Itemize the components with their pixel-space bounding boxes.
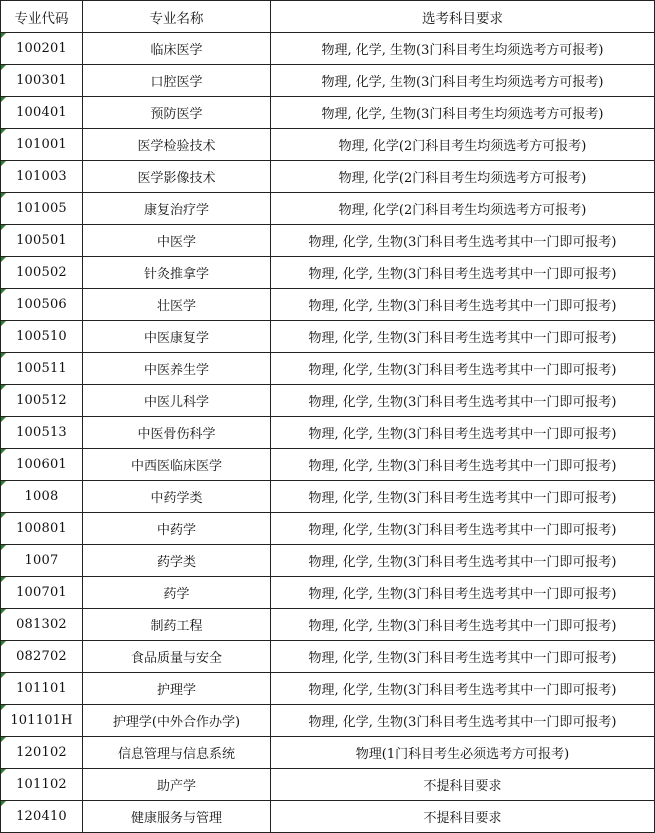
requirement-cell: 物理, 化学, 生物(3门科目考生选考其中一门即可报考) [271, 673, 655, 705]
table-row [1, 449, 655, 481]
major-code-cell: 081302 [1, 609, 83, 641]
major-name-cell: 信息管理与信息系统 [83, 737, 271, 769]
major-code-cell: 1007 [1, 545, 83, 577]
major-name-cell: 康复治疗学 [83, 193, 271, 225]
table-row [1, 385, 655, 417]
major-code-cell: 100701 [1, 577, 83, 609]
major-code-cell: 100401 [1, 97, 83, 129]
table-row [1, 33, 655, 65]
table-row [1, 129, 655, 161]
table-row [1, 225, 655, 257]
requirement-cell: 物理, 化学, 生物(3门科目考生选考其中一门即可报考) [271, 449, 655, 481]
major-code-cell: 101005 [1, 193, 83, 225]
header-subject-requirement: 选考科目要求 [271, 1, 655, 33]
requirement-cell: 不提科目要求 [271, 769, 655, 801]
requirement-cell: 物理, 化学, 生物(3门科目考生选考其中一门即可报考) [271, 321, 655, 353]
major-name-cell: 中医康复学 [83, 321, 271, 353]
major-code-cell: 100601 [1, 449, 83, 481]
requirement-cell: 物理, 化学(2门科目考生均须选考方可报考) [271, 161, 655, 193]
major-name-cell: 制药工程 [83, 609, 271, 641]
major-code-cell: 100201 [1, 33, 83, 65]
requirement-cell: 物理, 化学, 生物(3门科目考生均须选考方可报考) [271, 65, 655, 97]
major-code-cell: 100511 [1, 353, 83, 385]
table-row [1, 801, 655, 833]
table-body [1, 33, 655, 833]
major-code-cell: 101102 [1, 769, 83, 801]
table-row [1, 97, 655, 129]
requirement-cell: 物理, 化学, 生物(3门科目考生均须选考方可报考) [271, 97, 655, 129]
major-name-cell: 中医学 [83, 225, 271, 257]
major-name-cell: 医学检验技术 [83, 129, 271, 161]
major-name-cell: 壮医学 [83, 289, 271, 321]
table-row [1, 353, 655, 385]
table-row [1, 161, 655, 193]
major-code-cell: 1008 [1, 481, 83, 513]
requirement-cell: 物理, 化学, 生物(3门科目考生选考其中一门即可报考) [271, 481, 655, 513]
table-row [1, 545, 655, 577]
requirement-cell: 物理, 化学, 生物(3门科目考生选考其中一门即可报考) [271, 417, 655, 449]
requirement-cell: 物理, 化学, 生物(3门科目考生选考其中一门即可报考) [271, 545, 655, 577]
major-name-cell: 临床医学 [83, 33, 271, 65]
major-name-cell: 食品质量与安全 [83, 641, 271, 673]
major-code-cell: 101001 [1, 129, 83, 161]
major-name-cell: 药学类 [83, 545, 271, 577]
major-name-cell: 中医儿科学 [83, 385, 271, 417]
table-row [1, 769, 655, 801]
major-name-cell: 药学 [83, 577, 271, 609]
header-code: 专业代码 [1, 1, 83, 33]
requirement-cell: 物理, 化学, 生物(3门科目考生选考其中一门即可报考) [271, 289, 655, 321]
requirement-cell: 物理, 化学, 生物(3门科目考生选考其中一门即可报考) [271, 353, 655, 385]
table-row [1, 609, 655, 641]
major-name-cell: 针灸推拿学 [83, 257, 271, 289]
major-name-cell: 护理学(中外合作办学) [83, 705, 271, 737]
requirement-cell: 物理, 化学, 生物(3门科目考生选考其中一门即可报考) [271, 385, 655, 417]
header-major-name: 专业名称 [83, 1, 271, 33]
table-header-row [1, 1, 655, 33]
requirement-cell: 物理, 化学(2门科目考生均须选考方可报考) [271, 129, 655, 161]
table-row [1, 193, 655, 225]
major-code-cell: 101101H [1, 705, 83, 737]
table-row [1, 65, 655, 97]
requirement-cell: 物理, 化学, 生物(3门科目考生选考其中一门即可报考) [271, 705, 655, 737]
requirement-cell: 不提科目要求 [271, 801, 655, 833]
requirement-cell: 物理, 化学, 生物(3门科目考生选考其中一门即可报考) [271, 577, 655, 609]
requirement-cell: 物理, 化学, 生物(3门科目考生选考其中一门即可报考) [271, 225, 655, 257]
major-code-cell: 100512 [1, 385, 83, 417]
table-row [1, 513, 655, 545]
major-code-cell: 100502 [1, 257, 83, 289]
table-row [1, 705, 655, 737]
major-code-cell: 100513 [1, 417, 83, 449]
major-code-cell: 101003 [1, 161, 83, 193]
table-row [1, 289, 655, 321]
major-code-cell: 100501 [1, 225, 83, 257]
requirement-cell: 物理, 化学, 生物(3门科目考生选考其中一门即可报考) [271, 641, 655, 673]
requirement-cell: 物理, 化学, 生物(3门科目考生选考其中一门即可报考) [271, 609, 655, 641]
table-row [1, 417, 655, 449]
major-code-cell: 100506 [1, 289, 83, 321]
table-row [1, 577, 655, 609]
major-name-cell: 中西医临床医学 [83, 449, 271, 481]
major-name-cell: 助产学 [83, 769, 271, 801]
major-name-cell: 中药学 [83, 513, 271, 545]
requirement-cell: 物理(1门科目考生必须选考方可报考) [271, 737, 655, 769]
major-name-cell: 口腔医学 [83, 65, 271, 97]
major-name-cell: 中医养生学 [83, 353, 271, 385]
table-row [1, 737, 655, 769]
major-code-cell: 100801 [1, 513, 83, 545]
major-name-cell: 中医骨伤科学 [83, 417, 271, 449]
major-name-cell: 中药学类 [83, 481, 271, 513]
major-name-cell: 护理学 [83, 673, 271, 705]
major-name-cell: 预防医学 [83, 97, 271, 129]
major-code-cell: 100510 [1, 321, 83, 353]
major-code-cell: 120102 [1, 737, 83, 769]
table-row [1, 321, 655, 353]
table-row [1, 641, 655, 673]
table-row [1, 257, 655, 289]
requirement-cell: 物理, 化学, 生物(3门科目考生选考其中一门即可报考) [271, 513, 655, 545]
major-name-cell: 医学影像技术 [83, 161, 271, 193]
major-code-cell: 101101 [1, 673, 83, 705]
major-code-cell: 100301 [1, 65, 83, 97]
major-name-cell: 健康服务与管理 [83, 801, 271, 833]
major-code-cell: 082702 [1, 641, 83, 673]
requirement-cell: 物理, 化学, 生物(3门科目考生均须选考方可报考) [271, 33, 655, 65]
table-row [1, 673, 655, 705]
major-code-cell: 120410 [1, 801, 83, 833]
table-row [1, 481, 655, 513]
requirement-cell: 物理, 化学, 生物(3门科目考生选考其中一门即可报考) [271, 257, 655, 289]
requirement-cell: 物理, 化学(2门科目考生均须选考方可报考) [271, 193, 655, 225]
